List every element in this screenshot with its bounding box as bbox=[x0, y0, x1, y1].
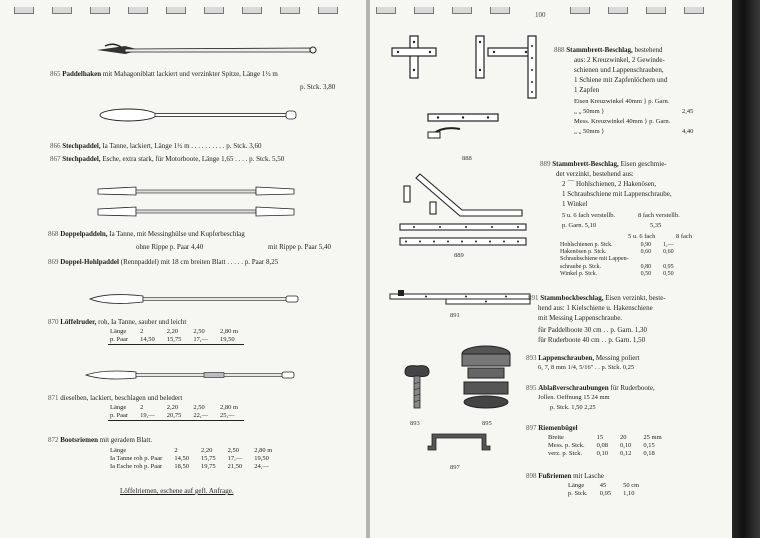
item-888-price-3: „ „ 50mm } bbox=[574, 128, 605, 135]
item-888-line-1: aus: 2 Kreuzwinkel, 2 Gewinde- bbox=[574, 56, 665, 64]
item-891-price-a: für Paddelboote 30 cm . . p. Garn. 1,30 bbox=[538, 326, 648, 334]
item-888-line-2: schienen und Lappenschrauben, bbox=[574, 66, 664, 74]
item-872-price-table: Länge 2 2,20 2,50 2,80 m Ia Tanne roh p. Paar 14,50 15,75 17,— 19,50 Ia Esche roh p. Paar 18,50 19,75 21,50 24,— bbox=[110, 447, 273, 470]
item-891-line-2: mit Messing Lappenschraube. bbox=[538, 314, 623, 322]
stammbrett-fittings-889-illustration bbox=[390, 172, 540, 250]
item-870-price-table: Länge 2 2,20 2,50 2,80 m p. Paar 14,50 15,75 17,— 19,50 bbox=[108, 328, 244, 345]
item-868: 868 Doppelpaddeln, Ia Tanne, mit Messinghülse und Kupferbeschlag bbox=[48, 230, 245, 238]
item-895-price: p. Stck. 1,50 2,25 bbox=[550, 404, 596, 411]
item-865-price: p. Stck. 3,80 bbox=[300, 83, 336, 91]
caption-888: 888 bbox=[462, 155, 472, 162]
item-888-heading: 888 Stammbrett-Beschlag, bestehend bbox=[554, 46, 663, 54]
item-891-heading: 891 Stammbockbeschlag, Eisen verzinkt, beste- bbox=[528, 294, 666, 302]
caption-889: 889 bbox=[454, 252, 464, 259]
item-895-opening: Jollen. Oeffnung 15 24 mm bbox=[538, 394, 610, 401]
boat-hook-illustration bbox=[95, 42, 325, 58]
page-number: 100 bbox=[535, 11, 546, 19]
item-897-heading: 897 Riemenbügel bbox=[526, 424, 578, 432]
item-898-heading: 898 Fußriemen mit Lasche bbox=[526, 472, 604, 480]
top-tabs bbox=[0, 0, 368, 16]
item-865: 865 Paddelhaken mit Mahagoniblatt lackiert und verzinkter Spitze, Länge 1½ m bbox=[50, 70, 278, 78]
lacquered-oar-illustration bbox=[84, 368, 296, 382]
stammbrett-fittings-888-illustration bbox=[388, 34, 558, 146]
item-889-head-b: 8 fach bbox=[676, 233, 693, 240]
item-872-note: Löffelriemen, eschene auf gefl. Anfrage. bbox=[120, 487, 234, 495]
item-866: 866 Stechpaddel, Ia Tanne, lackiert, Länge 1½ m . . . . . . . . . . p. Stck. 3,60 bbox=[50, 142, 262, 150]
item-871-price-table: Länge 2 2,20 2,50 2,80 m p. Paar 19,— 20,75 22,— 25,— bbox=[108, 404, 244, 421]
caption-897: 897 bbox=[450, 464, 460, 471]
wing-screw-893-illustration bbox=[402, 362, 432, 412]
item-897-price-table: Breite 15 20 25 mm Mess. p. Stck. 0,08 0,10 0,15 verz. p. Stck. 0,10 0,12 0,18 bbox=[548, 434, 662, 457]
item-893-heading: 893 Lappenschrauben, Messing poliert bbox=[526, 354, 640, 362]
item-868-price-b: mit Rippe p. Paar 5,40 bbox=[268, 243, 331, 251]
item-888-price-0: Eisen Kreuzwinkel 40mm } p. Garn. bbox=[574, 98, 670, 105]
top-tabs-right bbox=[370, 0, 732, 16]
left-page bbox=[0, 0, 368, 538]
drain-fitting-895-illustration bbox=[458, 344, 514, 418]
item-889-line-2: 2 ⌒ Hohlschienen, 2 Hakenösen, bbox=[562, 180, 657, 188]
double-paddle-illustration bbox=[96, 185, 296, 221]
item-891-line-1: hend aus: 1 Kielschiene u. Hakenschiene bbox=[538, 304, 653, 312]
stammbock-fitting-891-illustration bbox=[386, 288, 536, 308]
item-889-line-4: 1 Winkel bbox=[562, 200, 588, 208]
item-872: 872 Bootsriemen mit geradem Blatt. bbox=[48, 436, 153, 444]
item-870: 870 Löffelruder, roh, Ia Tanne, sauber und leicht bbox=[48, 318, 187, 326]
item-888-price-1: „ „ 50mm } bbox=[574, 108, 605, 115]
item-889-heading: 889 Stammbrett-Beschlag, Eisen geschmie- bbox=[540, 160, 667, 168]
item-888-line-4: 1 Zapfen bbox=[574, 86, 600, 94]
item-889-line-3: 1 Schraubschiene mit Lappenschraube, bbox=[562, 190, 672, 198]
item-895-heading: 895 Ablaßverschraubungen für Ruderboote, bbox=[526, 384, 655, 392]
item-888-price-2: Mess. Kreuzwinkel 40mm } p. Garn. bbox=[574, 118, 671, 125]
item-889-line-1: det verzinkt, bestehend aus: bbox=[556, 170, 634, 178]
item-889-option-a: 5 u. 6 fach verstellb. bbox=[562, 212, 616, 219]
item-893-price: 6, 7, 8 mm 1/4, 5/16" . . p. Stck. 0,25 bbox=[538, 364, 635, 371]
item-889-option-b: 8 fach verstellb. bbox=[638, 212, 680, 219]
item-888-price-3-val: 4,40 bbox=[682, 128, 694, 135]
item-891-price-b: für Ruderboote 40 cm . . p. Garn. 1,50 bbox=[538, 336, 646, 344]
item-888-price-1-val: 2,45 bbox=[682, 108, 694, 115]
item-889-head-a: 5 u. 6 fach bbox=[628, 233, 656, 240]
caption-891: 891 bbox=[450, 312, 460, 319]
caption-895: 895 bbox=[482, 420, 492, 427]
caption-893: 893 bbox=[410, 420, 420, 427]
oar-bracket-897-illustration bbox=[426, 432, 492, 454]
item-869: 869 Doppel-Hohlpaddel (Rennpaddel) mit 18 cm breiten Blatt . . . . . p. Paar 8,25 bbox=[48, 258, 279, 266]
item-868-price-a: ohne Rippe p. Paar 4,40 bbox=[136, 243, 204, 251]
item-889-price-b: 5,35 bbox=[650, 222, 662, 229]
scan-dark-edge bbox=[732, 0, 760, 538]
item-888-line-3: 1 Schiene mit Zapfenlöchern und bbox=[574, 76, 668, 84]
item-867: 867 Stechpaddel, Esche, extra stark, für Motorboote, Länge 1,65 . . . . p. Stck. 5,50 bbox=[50, 155, 285, 163]
single-paddle-illustration bbox=[100, 106, 300, 124]
spoon-oar-illustration bbox=[88, 292, 300, 306]
item-898-price-table: Länge 45 50 cm p. Stck. 0,95 1,10 bbox=[568, 482, 640, 497]
item-889-price-a: p. Garn. 5,10 bbox=[562, 222, 597, 229]
item-871: 871 dieselben, lackiert, beschlagen und beledert bbox=[48, 394, 183, 402]
item-889-parts-table: Hohlschienen p. Stck. 0,90 1,— Hakenösen p. Stck. 0,60 0,60 Schraubschiene mit Lappen- schraube p. Stck. 0,80 0,95 Winkel p. Stck. 0,50 0,50 bbox=[560, 242, 674, 277]
right-page bbox=[370, 0, 732, 538]
